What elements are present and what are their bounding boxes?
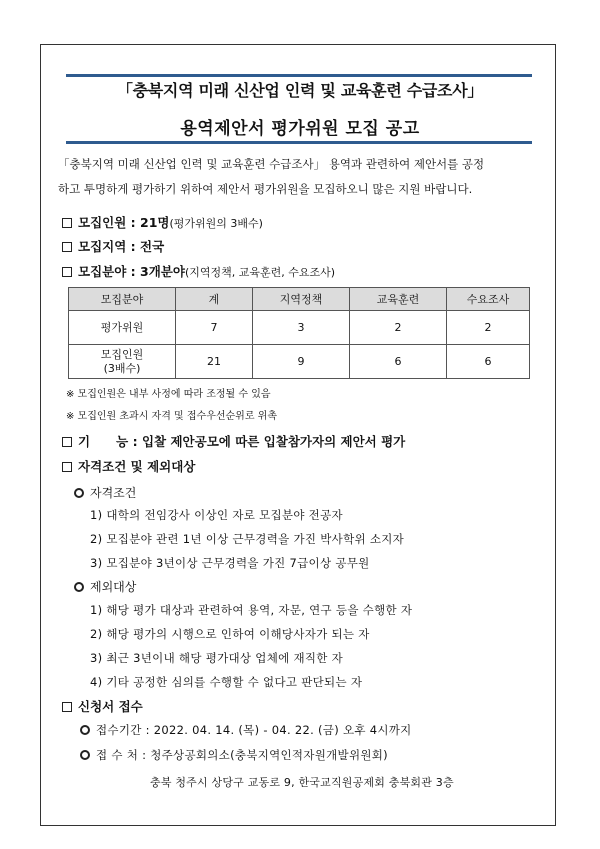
row-label-sub: (3배수) — [103, 361, 141, 375]
table-cell: 6 — [447, 345, 530, 379]
table-cell: 2 — [447, 311, 530, 345]
title-line-2: 용역제안서 평가위원 모집 공고 — [180, 119, 420, 139]
application-heading-label: 신청서 접수 — [78, 699, 143, 714]
application-heading — [62, 697, 143, 715]
list-item: 3) 최근 3년이내 해당 평가대상 업체에 재직한 자 — [90, 651, 344, 665]
title-line-1: 「충북지역 미래 신산업 인력 및 교육훈련 수급조사」 — [116, 81, 484, 100]
title-bottom-rule — [66, 141, 532, 144]
exclusion-title: 제외대상 — [90, 580, 137, 594]
qualification-title: 자격조건 — [90, 486, 137, 500]
intro-line-2: 하고 투명하게 평가하기 위하여 제안서 평가위원을 모집하오니 많은 지원 바랍니다. — [58, 182, 473, 196]
recruit-region-label: 모집지역 : 전국 — [78, 239, 165, 254]
title-top-rule — [66, 74, 532, 77]
table-row — [69, 345, 530, 379]
table-row — [69, 311, 530, 345]
recruit-region — [62, 237, 164, 255]
table-header: 모집분야 — [69, 288, 176, 311]
table-cell: 3 — [253, 311, 350, 345]
application-place-text: 접 수 처 : 청주상공회의소(충북지역인적자원개발위원회) — [96, 748, 388, 762]
table-cell: 9 — [253, 345, 350, 379]
qualification-heading-label: 자격조건 및 제외대상 — [78, 459, 196, 474]
recruitment-table — [68, 287, 530, 379]
table-cell: 7 — [176, 311, 253, 345]
circle-bullet-icon — [80, 750, 90, 760]
recruit-count-sub: (평가위원의 3배수) — [169, 217, 263, 230]
qualification-heading — [62, 457, 195, 475]
application-address: 충북 청주시 상당구 교동로 9, 한국교직원공제회 충북회관 3층 — [150, 776, 454, 789]
table-header: 계 — [176, 288, 253, 311]
row-label: 평가위원 — [100, 320, 144, 334]
recruit-field-label: 모집분야 : 3개분야 — [78, 264, 185, 279]
list-item: 4) 기타 공정한 심의를 수행할 수 없다고 판단되는 자 — [90, 675, 363, 689]
recruit-count — [62, 213, 263, 231]
list-item: 2) 해당 평가의 시행으로 인하여 이해당사자가 되는 자 — [90, 627, 370, 641]
function — [62, 432, 405, 450]
intro-line-1: 「충북지역 미래 신산업 인력 및 교육훈련 수급조사」 용역과 관련하여 제안서를 공정 — [58, 157, 485, 171]
table-cell: 6 — [350, 345, 447, 379]
circle-bullet-icon — [74, 488, 84, 498]
checkbox-square-icon — [62, 267, 72, 277]
checkbox-square-icon — [62, 462, 72, 472]
checkbox-square-icon — [62, 437, 72, 447]
function-label: 기 능 : 입찰 제안공모에 따른 입찰참가자의 제안서 평가 — [78, 434, 406, 449]
circle-bullet-icon — [80, 725, 90, 735]
checkbox-square-icon — [62, 702, 72, 712]
note-1: ※ 모집인원은 내부 사정에 따라 조정될 수 있음 — [66, 389, 271, 400]
list-item: 3) 모집분야 3년이상 근무경력을 가진 7급이상 공무원 — [90, 556, 370, 570]
table-header-row — [69, 288, 530, 311]
table-header: 지역정책 — [253, 288, 350, 311]
recruit-count-label: 모집인원 : 21명 — [78, 215, 170, 230]
checkbox-square-icon — [62, 242, 72, 252]
table-cell: 21 — [176, 345, 253, 379]
table-header: 교육훈련 — [350, 288, 447, 311]
circle-bullet-icon — [74, 582, 84, 592]
application-period — [80, 722, 412, 738]
table-row-label — [69, 345, 176, 379]
application-period-text: 접수기간 : 2022. 04. 14. (목) - 04. 22. (금) 오후 4시까지 — [96, 723, 412, 737]
table-header: 수요조사 — [447, 288, 530, 311]
row-label: 모집인원 — [100, 347, 144, 361]
checkbox-square-icon — [62, 218, 72, 228]
list-item: 2) 모집분야 관련 1년 이상 근무경력을 가진 박사학위 소지자 — [90, 532, 405, 546]
recruit-field-sub: (지역정책, 교육훈련, 수요조사) — [184, 266, 336, 279]
exclusion-subheading — [74, 578, 136, 595]
recruit-field — [62, 262, 335, 280]
list-item: 1) 해당 평가 대상과 관련하여 용역, 자문, 연구 등을 수행한 자 — [90, 603, 413, 617]
qualification-subheading — [74, 484, 136, 501]
note-2: ※ 모집인원 초과시 자격 및 접수우선순위로 위촉 — [66, 411, 277, 422]
list-item: 1) 대학의 전임강사 이상인 자로 모집분야 전공자 — [90, 508, 343, 522]
table-cell: 2 — [350, 311, 447, 345]
table-row-label — [69, 311, 176, 345]
application-place — [80, 747, 388, 763]
